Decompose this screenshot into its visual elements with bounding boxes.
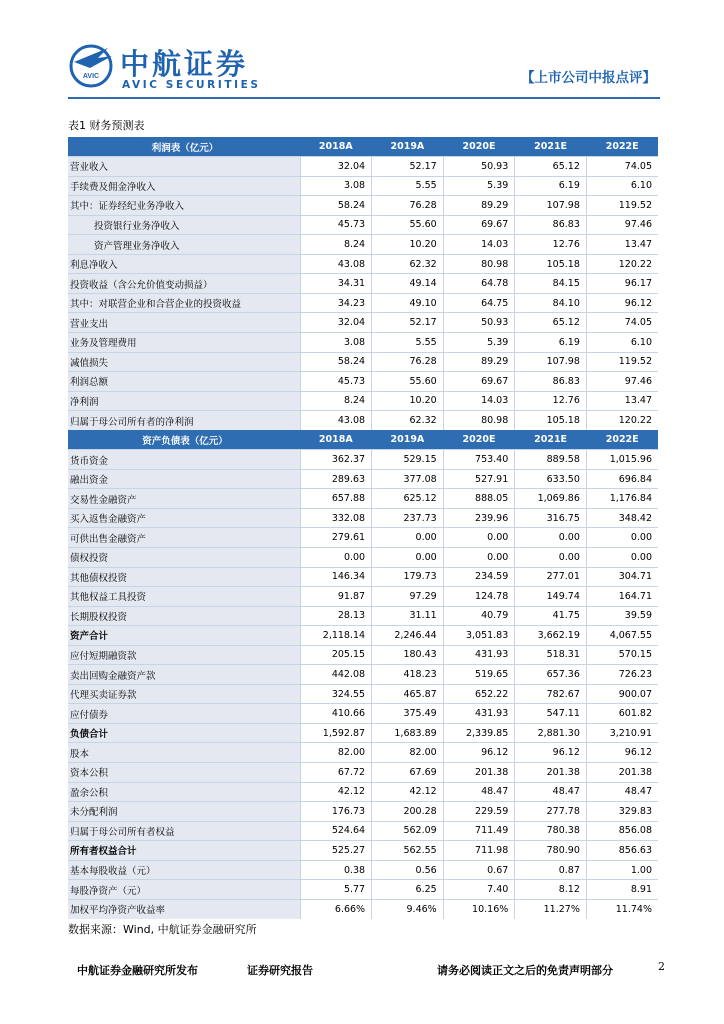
cell-value: 229.59 [443, 802, 515, 822]
cell-value: 82.00 [300, 743, 372, 763]
row-label: 长期股权投资 [68, 606, 300, 626]
cell-value: 782.67 [515, 684, 587, 704]
cell-value: 64.75 [443, 293, 515, 313]
cell-value: 13.47 [586, 391, 658, 411]
row-label: 负债合计 [68, 723, 300, 743]
table-row [68, 606, 658, 626]
cell-value: 889.58 [515, 450, 587, 470]
brand-name-en: AVIC SECURITIES [122, 79, 261, 91]
header-divider [68, 97, 660, 99]
table-row [68, 684, 658, 704]
cell-value: 55.60 [372, 372, 444, 392]
cell-value: 1,592.87 [300, 723, 372, 743]
cell-value: 205.15 [300, 645, 372, 665]
row-label: 每股净资产（元） [68, 880, 300, 900]
cell-value: 8.24 [300, 235, 372, 255]
cell-value: 124.78 [443, 587, 515, 607]
cell-value: 180.43 [372, 645, 444, 665]
section-title: 利润表（亿元） [68, 137, 300, 157]
cell-value: 96.12 [586, 743, 658, 763]
cell-value: 277.01 [515, 567, 587, 587]
cell-value: 69.67 [443, 215, 515, 235]
cell-value: 48.47 [443, 782, 515, 802]
table-row [68, 469, 658, 489]
footer-doc-type: 证券研究报告 [247, 964, 313, 977]
cell-value: 55.60 [372, 215, 444, 235]
cell-value: 237.73 [372, 508, 444, 528]
cell-value: 431.93 [443, 645, 515, 665]
cell-value: 780.38 [515, 821, 587, 841]
table-row [68, 802, 658, 822]
table-row [68, 547, 658, 567]
cell-value: 239.96 [443, 508, 515, 528]
cell-value: 67.72 [300, 763, 372, 783]
cell-value: 149.74 [515, 587, 587, 607]
section-header-row [68, 430, 658, 450]
row-label: 未分配利润 [68, 802, 300, 822]
year-header: 2021E [515, 430, 587, 450]
cell-value: 40.79 [443, 606, 515, 626]
cell-value: 69.67 [443, 372, 515, 392]
cell-value: 527.91 [443, 469, 515, 489]
cell-value: 657.88 [300, 489, 372, 509]
cell-value: 32.04 [300, 157, 372, 177]
cell-value: 31.11 [372, 606, 444, 626]
cell-value: 50.93 [443, 157, 515, 177]
cell-value: 234.59 [443, 567, 515, 587]
table-row [68, 626, 658, 646]
cell-value: 5.55 [372, 176, 444, 196]
row-label: 所有者权益合计 [68, 841, 300, 861]
page-footer [0, 962, 724, 982]
cell-value: 726.23 [586, 665, 658, 685]
cell-value: 6.66% [300, 899, 372, 919]
cell-value: 43.08 [300, 254, 372, 274]
table-row [68, 489, 658, 509]
cell-value: 0.00 [515, 547, 587, 567]
cell-value: 856.08 [586, 821, 658, 841]
table-row [68, 332, 658, 352]
table-row [68, 567, 658, 587]
cell-value: 0.00 [372, 547, 444, 567]
row-label: 其他权益工具投资 [68, 587, 300, 607]
cell-value: 524.64 [300, 821, 372, 841]
cell-value: 8.91 [586, 880, 658, 900]
cell-value: 657.36 [515, 665, 587, 685]
row-label: 盈余公积 [68, 782, 300, 802]
cell-value: 96.12 [586, 293, 658, 313]
cell-value: 0.00 [586, 547, 658, 567]
cell-value: 43.08 [300, 411, 372, 431]
cell-value: 58.24 [300, 196, 372, 216]
page-number: 2 [658, 960, 665, 973]
year-header: 2022E [586, 137, 658, 157]
cell-value: 5.39 [443, 332, 515, 352]
cell-value: 329.83 [586, 802, 658, 822]
cell-value: 32.04 [300, 313, 372, 333]
cell-value: 14.03 [443, 235, 515, 255]
cell-value: 67.69 [372, 763, 444, 783]
year-header: 2020E [443, 430, 515, 450]
row-label: 代理买卖证券款 [68, 684, 300, 704]
row-label: 利润总额 [68, 372, 300, 392]
row-label: 交易性金融资产 [68, 489, 300, 509]
cell-value: 10.16% [443, 899, 515, 919]
table-row [68, 763, 658, 783]
cell-value: 6.10 [586, 176, 658, 196]
cell-value: 5.39 [443, 176, 515, 196]
row-label: 营业支出 [68, 313, 300, 333]
row-label: 业务及管理费用 [68, 332, 300, 352]
cell-value: 65.12 [515, 157, 587, 177]
row-label: 买入返售金融资产 [68, 508, 300, 528]
cell-value: 6.19 [515, 176, 587, 196]
cell-value: 105.18 [515, 254, 587, 274]
report-type-tag: 【上市公司中报点评】 [521, 70, 656, 86]
cell-value: 119.52 [586, 196, 658, 216]
cell-value: 120.22 [586, 254, 658, 274]
cell-value: 2,246.44 [372, 626, 444, 646]
cell-value: 10.20 [372, 235, 444, 255]
cell-value: 201.38 [586, 763, 658, 783]
cell-value: 97.29 [372, 587, 444, 607]
cell-value: 696.84 [586, 469, 658, 489]
table-row [68, 235, 658, 255]
cell-value: 82.00 [372, 743, 444, 763]
cell-value: 753.40 [443, 450, 515, 470]
cell-value: 12.76 [515, 391, 587, 411]
cell-value: 525.27 [300, 841, 372, 861]
cell-value: 324.55 [300, 684, 372, 704]
table-row [68, 176, 658, 196]
cell-value: 625.12 [372, 489, 444, 509]
cell-value: 28.13 [300, 606, 372, 626]
cell-value: 1,069.86 [515, 489, 587, 509]
row-label: 投资收益（含公允价值变动损益） [68, 274, 300, 294]
row-label: 融出资金 [68, 469, 300, 489]
cell-value: 6.25 [372, 880, 444, 900]
year-header: 2019A [372, 137, 444, 157]
cell-value: 0.00 [372, 528, 444, 548]
cell-value: 49.10 [372, 293, 444, 313]
cell-value: 0.00 [443, 528, 515, 548]
row-label: 货币资金 [68, 450, 300, 470]
table-row [68, 704, 658, 724]
cell-value: 76.28 [372, 196, 444, 216]
row-label: 卖出回购金融资产款 [68, 665, 300, 685]
logo-text: AVIC [82, 73, 100, 80]
cell-value: 146.34 [300, 567, 372, 587]
row-label: 债权投资 [68, 547, 300, 567]
financial-forecast-table [68, 137, 658, 919]
table-row [68, 196, 658, 216]
cell-value: 856.63 [586, 841, 658, 861]
row-label: 投资银行业务净收入 [68, 215, 300, 235]
cell-value: 107.98 [515, 352, 587, 372]
cell-value: 711.98 [443, 841, 515, 861]
row-label: 手续费及佣金净收入 [68, 176, 300, 196]
cell-value: 0.00 [515, 528, 587, 548]
table-row [68, 450, 658, 470]
row-label: 股本 [68, 743, 300, 763]
cell-value: 332.08 [300, 508, 372, 528]
cell-value: 52.17 [372, 157, 444, 177]
cell-value: 442.08 [300, 665, 372, 685]
cell-value: 84.10 [515, 293, 587, 313]
cell-value: 8.24 [300, 391, 372, 411]
footer-disclaimer: 请务必阅读正文之后的免责声明部分 [437, 964, 613, 977]
cell-value: 0.00 [586, 528, 658, 548]
table-row [68, 274, 658, 294]
cell-value: 431.93 [443, 704, 515, 724]
cell-value: 529.15 [372, 450, 444, 470]
cell-value: 41.75 [515, 606, 587, 626]
row-label: 基本每股收益（元） [68, 860, 300, 880]
cell-value: 377.08 [372, 469, 444, 489]
cell-value: 5.55 [372, 332, 444, 352]
table-row [68, 821, 658, 841]
cell-value: 279.61 [300, 528, 372, 548]
cell-value: 176.73 [300, 802, 372, 822]
cell-value: 74.05 [586, 157, 658, 177]
year-header: 2020E [443, 137, 515, 157]
cell-value: 34.31 [300, 274, 372, 294]
cell-value: 12.76 [515, 235, 587, 255]
cell-value: 0.67 [443, 860, 515, 880]
table-row [68, 860, 658, 880]
row-label: 可供出售金融资产 [68, 528, 300, 548]
cell-value: 570.15 [586, 645, 658, 665]
cell-value: 562.55 [372, 841, 444, 861]
cell-value: 652.22 [443, 684, 515, 704]
cell-value: 201.38 [515, 763, 587, 783]
table-row [68, 313, 658, 333]
cell-value: 633.50 [515, 469, 587, 489]
cell-value: 1,176.84 [586, 489, 658, 509]
cell-value: 48.47 [515, 782, 587, 802]
year-header: 2018A [300, 430, 372, 450]
table-caption: 表1 财务预测表 [68, 119, 145, 132]
footer-publisher: 中航证券金融研究所发布 [77, 964, 198, 977]
cell-value: 465.87 [372, 684, 444, 704]
cell-value: 277.78 [515, 802, 587, 822]
cell-value: 39.59 [586, 606, 658, 626]
year-header: 2018A [300, 137, 372, 157]
cell-value: 2,881.30 [515, 723, 587, 743]
table-row [68, 587, 658, 607]
cell-value: 3,210.91 [586, 723, 658, 743]
row-label: 归属于母公司所有者的净利润 [68, 411, 300, 431]
table-row [68, 293, 658, 313]
row-label: 资本公积 [68, 763, 300, 783]
cell-value: 780.90 [515, 841, 587, 861]
cell-value: 201.38 [443, 763, 515, 783]
cell-value: 362.37 [300, 450, 372, 470]
cell-value: 601.82 [586, 704, 658, 724]
table-row [68, 254, 658, 274]
table-row [68, 645, 658, 665]
cell-value: 900.07 [586, 684, 658, 704]
cell-value: 9.46% [372, 899, 444, 919]
cell-value: 8.12 [515, 880, 587, 900]
row-label: 其中：对联营企业和合营企业的投资收益 [68, 293, 300, 313]
table-row [68, 411, 658, 431]
cell-value: 96.12 [443, 743, 515, 763]
cell-value: 120.22 [586, 411, 658, 431]
cell-value: 3,051.83 [443, 626, 515, 646]
cell-value: 45.73 [300, 372, 372, 392]
cell-value: 0.87 [515, 860, 587, 880]
cell-value: 1,683.89 [372, 723, 444, 743]
cell-value: 91.87 [300, 587, 372, 607]
cell-value: 45.73 [300, 215, 372, 235]
data-source-note: 数据来源：Wind, 中航证券金融研究所 [68, 923, 257, 936]
cell-value: 86.83 [515, 372, 587, 392]
table-row [68, 782, 658, 802]
report-header [68, 42, 660, 98]
cell-value: 304.71 [586, 567, 658, 587]
table-row [68, 841, 658, 861]
cell-value: 348.42 [586, 508, 658, 528]
cell-value: 519.65 [443, 665, 515, 685]
table-row [68, 352, 658, 372]
cell-value: 62.32 [372, 411, 444, 431]
cell-value: 3.08 [300, 176, 372, 196]
cell-value: 2,118.14 [300, 626, 372, 646]
row-label: 其他债权投资 [68, 567, 300, 587]
cell-value: 80.98 [443, 254, 515, 274]
year-header: 2022E [586, 430, 658, 450]
table-row [68, 157, 658, 177]
cell-value: 10.20 [372, 391, 444, 411]
section-header-row [68, 137, 658, 157]
cell-value: 1,015.96 [586, 450, 658, 470]
row-label: 资产合计 [68, 626, 300, 646]
cell-value: 5.77 [300, 880, 372, 900]
row-label: 净利润 [68, 391, 300, 411]
table-row [68, 665, 658, 685]
cell-value: 49.14 [372, 274, 444, 294]
cell-value: 97.46 [586, 215, 658, 235]
table-row [68, 215, 658, 235]
cell-value: 200.28 [372, 802, 444, 822]
row-label: 减值损失 [68, 352, 300, 372]
cell-value: 547.11 [515, 704, 587, 724]
cell-value: 13.47 [586, 235, 658, 255]
cell-value: 107.98 [515, 196, 587, 216]
cell-value: 6.19 [515, 332, 587, 352]
cell-value: 518.31 [515, 645, 587, 665]
cell-value: 48.47 [586, 782, 658, 802]
year-header: 2021E [515, 137, 587, 157]
cell-value: 0.00 [300, 547, 372, 567]
cell-value: 562.09 [372, 821, 444, 841]
cell-value: 96.12 [515, 743, 587, 763]
row-label: 其中：证券经纪业务净收入 [68, 196, 300, 216]
cell-value: 4,067.55 [586, 626, 658, 646]
cell-value: 1.00 [586, 860, 658, 880]
cell-value: 42.12 [300, 782, 372, 802]
cell-value: 3,662.19 [515, 626, 587, 646]
cell-value: 34.23 [300, 293, 372, 313]
cell-value: 97.46 [586, 372, 658, 392]
cell-value: 65.12 [515, 313, 587, 333]
cell-value: 410.66 [300, 704, 372, 724]
cell-value: 80.98 [443, 411, 515, 431]
cell-value: 0.38 [300, 860, 372, 880]
cell-value: 14.03 [443, 391, 515, 411]
cell-value: 119.52 [586, 352, 658, 372]
cell-value: 74.05 [586, 313, 658, 333]
cell-value: 0.56 [372, 860, 444, 880]
table-row [68, 508, 658, 528]
cell-value: 375.49 [372, 704, 444, 724]
brand-name-cn: 中航证券 [120, 47, 249, 81]
cell-value: 62.32 [372, 254, 444, 274]
cell-value: 105.18 [515, 411, 587, 431]
table-row [68, 880, 658, 900]
cell-value: 2,339.85 [443, 723, 515, 743]
cell-value: 0.00 [443, 547, 515, 567]
cell-value: 11.74% [586, 899, 658, 919]
cell-value: 52.17 [372, 313, 444, 333]
cell-value: 6.10 [586, 332, 658, 352]
row-label: 利息净收入 [68, 254, 300, 274]
table-row [68, 372, 658, 392]
section-title: 资产负债表（亿元） [68, 430, 300, 450]
cell-value: 84.15 [515, 274, 587, 294]
cell-value: 179.73 [372, 567, 444, 587]
cell-value: 96.17 [586, 274, 658, 294]
row-label: 应付短期融资款 [68, 645, 300, 665]
year-header: 2019A [372, 430, 444, 450]
row-label: 加权平均净资产收益率 [68, 899, 300, 919]
cell-value: 86.83 [515, 215, 587, 235]
row-label: 归属于母公司所有者权益 [68, 821, 300, 841]
cell-value: 76.28 [372, 352, 444, 372]
row-label: 营业收入 [68, 157, 300, 177]
cell-value: 418.23 [372, 665, 444, 685]
table-row [68, 899, 658, 919]
cell-value: 164.71 [586, 587, 658, 607]
cell-value: 289.63 [300, 469, 372, 489]
cell-value: 3.08 [300, 332, 372, 352]
cell-value: 888.05 [443, 489, 515, 509]
cell-value: 7.40 [443, 880, 515, 900]
cell-value: 711.49 [443, 821, 515, 841]
table-row [68, 743, 658, 763]
row-label: 资产管理业务净收入 [68, 235, 300, 255]
cell-value: 64.78 [443, 274, 515, 294]
cell-value: 89.29 [443, 352, 515, 372]
avic-logo-icon [68, 42, 114, 88]
cell-value: 316.75 [515, 508, 587, 528]
cell-value: 58.24 [300, 352, 372, 372]
row-label: 应付债券 [68, 704, 300, 724]
table-row [68, 391, 658, 411]
table-row [68, 528, 658, 548]
cell-value: 89.29 [443, 196, 515, 216]
cell-value: 42.12 [372, 782, 444, 802]
cell-value: 50.93 [443, 313, 515, 333]
table-row [68, 723, 658, 743]
cell-value: 11.27% [515, 899, 587, 919]
